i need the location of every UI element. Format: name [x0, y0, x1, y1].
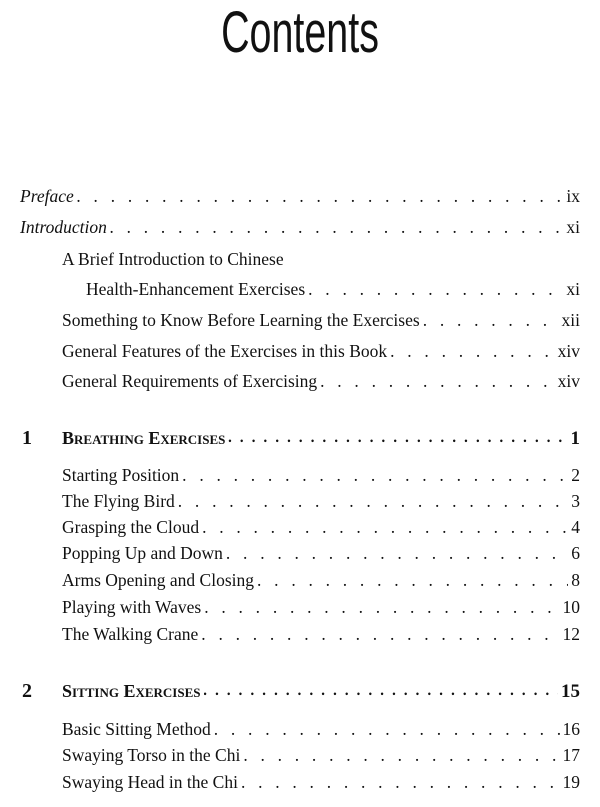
dot-leader — [423, 310, 559, 330]
toc-entry-label: Playing with Waves — [62, 597, 202, 617]
toc-entry-label: General Requirements of Exercising — [62, 371, 318, 391]
toc-entry-label: Swaying Head in the Chi — [62, 772, 238, 792]
toc-entry-page: xiv — [557, 341, 580, 361]
dot-leader — [257, 570, 568, 590]
toc-entry-page: 6 — [571, 543, 580, 563]
toc-entry-label: General Features of the Exercises in this Book — [62, 341, 388, 361]
dot-leader — [201, 624, 559, 644]
dot-leader — [182, 465, 568, 485]
toc-entry-label: The Walking Crane — [62, 624, 199, 644]
dot-leader — [204, 681, 558, 704]
dot-leader — [204, 597, 559, 617]
chapter-number: 1 — [22, 427, 32, 449]
toc-chapter-sitting[interactable] — [62, 681, 580, 704]
dot-leader — [228, 428, 567, 451]
dot-leader — [308, 279, 563, 299]
toc-entry-something-to-know[interactable] — [62, 310, 580, 330]
toc-entry[interactable] — [62, 745, 580, 765]
toc-entry-label: The Flying Bird — [62, 491, 175, 511]
toc-entry-label: Something to Know Before Learning the Exercises — [62, 310, 420, 330]
dot-leader — [77, 186, 564, 206]
dot-leader — [226, 543, 568, 563]
toc-entry-page: 10 — [562, 597, 580, 617]
toc-entry-page: 17 — [562, 745, 580, 765]
toc-entry-label: Preface — [20, 186, 74, 206]
chapter-page: 15 — [561, 681, 580, 702]
chapter-number: 2 — [22, 680, 32, 702]
toc-entry-page: ix — [566, 186, 580, 206]
toc-entry-page: 12 — [562, 624, 580, 644]
toc-entry-label: Starting Position — [62, 465, 180, 485]
toc-entry[interactable] — [62, 465, 580, 485]
toc-entry-label: Health-Enhancement Exercises — [86, 279, 306, 299]
toc-entry-label: Swaying Torso in the Chi — [62, 745, 241, 765]
toc-entry[interactable] — [62, 772, 580, 792]
toc-entry-page: 3 — [571, 491, 580, 511]
toc-entry[interactable] — [62, 597, 580, 617]
toc-entry[interactable] — [62, 624, 580, 644]
toc-entry-label: Basic Sitting Method — [62, 719, 211, 739]
chapter-page: 1 — [570, 428, 580, 449]
toc-entry[interactable] — [62, 543, 580, 563]
dot-leader — [320, 371, 555, 391]
chapter-title: Sitting Exercises — [62, 681, 201, 701]
toc-entry-brief-intro[interactable] — [86, 279, 580, 299]
toc-entry-page: xi — [566, 217, 580, 237]
toc-entry-preface[interactable] — [20, 186, 580, 206]
toc-entry[interactable] — [62, 517, 580, 537]
toc-entry-label: Grasping the Cloud — [62, 517, 200, 537]
dot-leader — [202, 517, 568, 537]
toc-entry[interactable] — [62, 491, 580, 511]
toc-entry-page: xi — [566, 279, 580, 299]
toc-entry-label: Arms Opening and Closing — [62, 570, 255, 590]
toc-entry-label: Introduction — [20, 217, 107, 237]
dot-leader — [110, 217, 564, 237]
toc-entry[interactable] — [62, 570, 580, 590]
dot-leader — [214, 719, 560, 739]
toc-chapter-breathing[interactable] — [62, 428, 580, 451]
toc-entry-page: 4 — [571, 517, 580, 537]
toc-entry-page: 8 — [571, 570, 580, 590]
dot-leader — [241, 772, 560, 792]
dot-leader — [390, 341, 555, 361]
toc-entry[interactable] — [62, 719, 580, 739]
toc-entry-brief-intro-line1[interactable]: A Brief Introduction to Chinese — [62, 249, 284, 269]
dot-leader — [243, 745, 559, 765]
toc-entry-label: Popping Up and Down — [62, 543, 223, 563]
toc-entry-introduction[interactable] — [20, 217, 580, 237]
page-title: Contents — [221, 0, 379, 65]
toc-entry-page: xii — [561, 310, 580, 330]
toc-entry-general-features[interactable] — [62, 341, 580, 361]
chapter-title: Breathing Exercises — [62, 428, 226, 448]
dot-leader — [178, 491, 568, 511]
toc-entry-page: 16 — [562, 719, 580, 739]
toc-entry-page: xiv — [557, 371, 580, 391]
toc-entry-page: 2 — [571, 465, 580, 485]
toc-entry-page: 19 — [562, 772, 580, 792]
toc-entry-general-requirements[interactable] — [62, 371, 580, 391]
